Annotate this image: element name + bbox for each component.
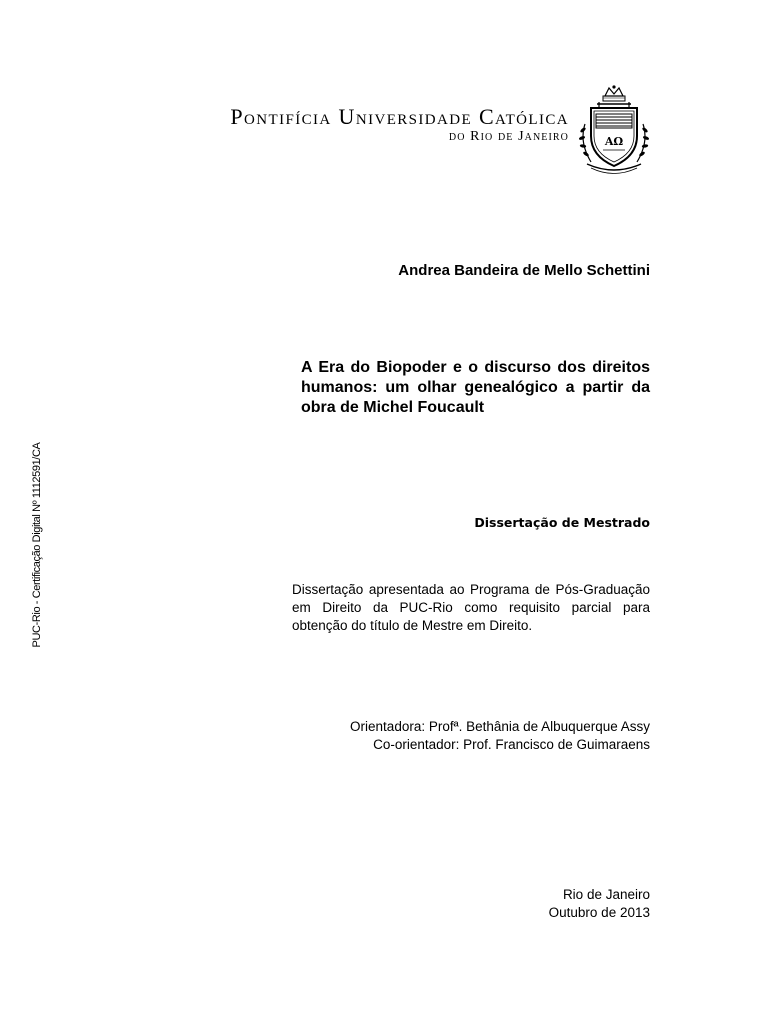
advisors-block xyxy=(350,718,650,754)
date-text: Outubro de 2013 xyxy=(548,905,650,920)
svg-text:ΑΩ: ΑΩ xyxy=(604,135,624,148)
puc-rio-coat-of-arms-icon xyxy=(573,84,655,176)
digital-certification-note xyxy=(28,430,46,660)
co-advisor-line: Co-orientador: Prof. Francisco de Guimaraens xyxy=(373,737,650,752)
author-name: Andrea Bandeira de Mello Schettini xyxy=(398,262,650,279)
dissertation-description: Dissertação apresentada ao Programa de Pós-Graduação em Direito da PUC-Rio como requisito parcial para obtenção do título de Mestre em Direito. xyxy=(292,582,650,633)
certification-text: PUC-Rio - Certificação Digital Nº 1112591/CA xyxy=(31,442,43,648)
university-header xyxy=(230,102,569,152)
advisor-line: Orientadora: Profª. Bethânia de Albuquerque Assy xyxy=(350,719,650,734)
university-location: do Rio de Janeiro xyxy=(448,129,569,144)
degree-label: Dissertação de Mestrado xyxy=(474,515,650,530)
place-date-block xyxy=(549,886,650,922)
university-name: Pontifícia Universidade Católica xyxy=(230,104,569,129)
dissertation-title: A Era do Biopoder e o discurso dos direitos humanos: um olhar genealógico a partir da obra de Michel Foucault xyxy=(301,359,650,416)
place-text: Rio de Janeiro xyxy=(562,887,650,902)
